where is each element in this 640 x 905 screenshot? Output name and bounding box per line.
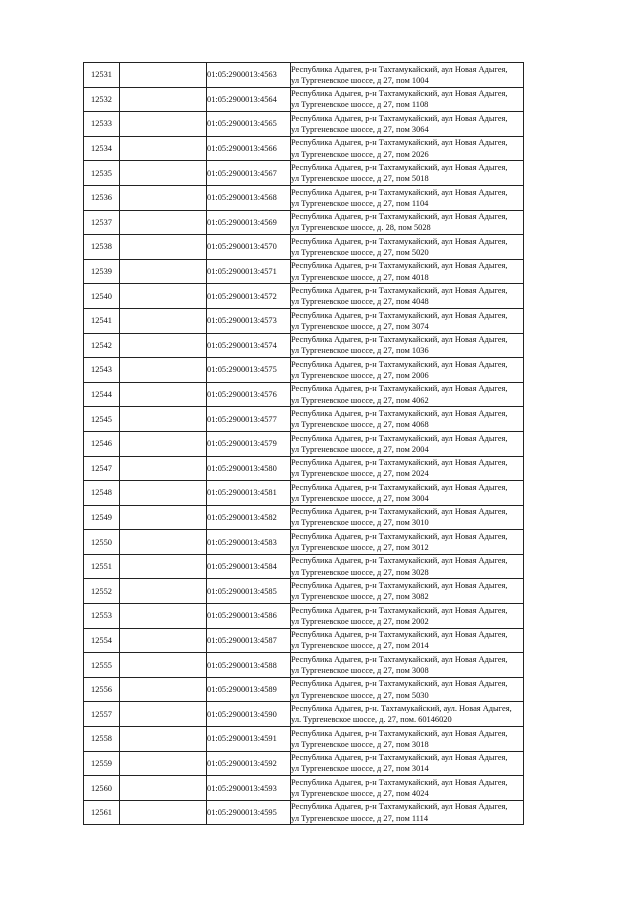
- address-cell: [291, 235, 524, 260]
- cadastral-number-cell: 01:05:2900013:4572: [207, 284, 291, 309]
- address-line-2: ул Тургеневское шоссе, д 27, пом 2006: [291, 370, 429, 380]
- empty-cell: [120, 185, 207, 210]
- table-row: [84, 579, 524, 604]
- cadastral-number-cell: 01:05:2900013:4575: [207, 358, 291, 383]
- address-line-1: Республика Адыгея, р-н Тахтамукайский, аул Новая Адыгея,: [291, 581, 508, 591]
- cadastral-number-cell: 01:05:2900013:4571: [207, 259, 291, 284]
- empty-cell: [120, 481, 207, 506]
- address-line-2: ул Тургеневское шоссе, д 27, пом 5030: [291, 690, 429, 700]
- address-line-2: ул Тургеневское шоссе, д 27, пом 3012: [291, 543, 429, 553]
- address-line-2: ул Тургеневское шоссе, д 27, пом 4068: [291, 420, 429, 430]
- row-number-cell: 12555: [84, 653, 120, 678]
- row-number-cell: 12541: [84, 308, 120, 333]
- row-number-cell: 12539: [84, 259, 120, 284]
- cadastral-number-cell: 01:05:2900013:4588: [207, 653, 291, 678]
- address-line-1: Республика Адыгея, р-н Тахтамукайский, аул Новая Адыгея,: [291, 335, 508, 345]
- cadastral-table: [83, 62, 524, 825]
- table-row: [84, 136, 524, 161]
- address-line-2: ул Тургеневское шоссе, д 27, пом 3014: [291, 764, 429, 774]
- address-line-2: ул Тургеневское шоссе, д 27, пом 1004: [291, 75, 429, 85]
- address-line-1: Республика Адыгея, р-н Тахтамукайский, аул Новая Адыгея,: [291, 64, 508, 74]
- address-cell: [291, 112, 524, 137]
- cadastral-number-cell: 01:05:2900013:4590: [207, 702, 291, 727]
- address-line-2: ул Тургеневское шоссе, д 27, пом 2004: [291, 444, 429, 454]
- address-cell: [291, 210, 524, 235]
- row-number-cell: 12534: [84, 136, 120, 161]
- row-number-cell: 12561: [84, 800, 120, 825]
- row-number-cell: 12533: [84, 112, 120, 137]
- empty-cell: [120, 776, 207, 801]
- empty-cell: [120, 358, 207, 383]
- empty-cell: [120, 530, 207, 555]
- cadastral-number-cell: 01:05:2900013:4583: [207, 530, 291, 555]
- table-row: [84, 235, 524, 260]
- empty-cell: [120, 333, 207, 358]
- row-number-cell: 12545: [84, 407, 120, 432]
- cadastral-number-cell: 01:05:2900013:4589: [207, 677, 291, 702]
- address-line-1: Республика Адыгея, р-н Тахтамукайский, аул Новая Адыгея,: [291, 433, 508, 443]
- cadastral-number-cell: 01:05:2900013:4585: [207, 579, 291, 604]
- address-line-2: ул Тургеневское шоссе, д. 28, пом 5028: [291, 223, 431, 233]
- cadastral-number-cell: 01:05:2900013:4586: [207, 604, 291, 629]
- address-line-2: ул Тургеневское шоссе, д 27, пом 1036: [291, 346, 429, 356]
- address-line-1: Республика Адыгея, р-н Тахтамукайский, аул Новая Адыгея,: [291, 162, 508, 172]
- address-cell: [291, 136, 524, 161]
- cadastral-number-cell: 01:05:2900013:4564: [207, 87, 291, 112]
- cadastral-number-cell: 01:05:2900013:4568: [207, 185, 291, 210]
- address-line-1: Республика Адыгея, р-н Тахтамукайский, аул Новая Адыгея,: [291, 212, 508, 222]
- address-line-1: Республика Адыгея, р-н Тахтамукайский, аул Новая Адыгея,: [291, 261, 508, 271]
- address-cell: [291, 358, 524, 383]
- table-row: [84, 554, 524, 579]
- address-line-1: Республика Адыгея, р-н Тахтамукайский, аул Новая Адыгея,: [291, 138, 508, 148]
- address-line-2: ул Тургеневское шоссе, д 27, пом 2024: [291, 469, 429, 479]
- address-line-1: Республика Адыгея, р-н Тахтамукайский, аул Новая Адыгея,: [291, 482, 508, 492]
- empty-cell: [120, 800, 207, 825]
- empty-cell: [120, 87, 207, 112]
- address-cell: [291, 87, 524, 112]
- address-cell: [291, 505, 524, 530]
- address-cell: [291, 481, 524, 506]
- empty-cell: [120, 505, 207, 530]
- cadastral-number-cell: 01:05:2900013:4570: [207, 235, 291, 260]
- table-row: [84, 776, 524, 801]
- empty-cell: [120, 136, 207, 161]
- address-cell: [291, 677, 524, 702]
- address-line-1: Республика Адыгея, р-н. Тахтамукайский, аул. Новая Адыгея,: [291, 704, 512, 714]
- address-line-1: Республика Адыгея, р-н Тахтамукайский, аул Новая Адыгея,: [291, 285, 508, 295]
- row-number-cell: 12544: [84, 382, 120, 407]
- table-row: [84, 358, 524, 383]
- row-number-cell: 12537: [84, 210, 120, 235]
- address-line-2: ул Тургеневское шоссе, д 27, пом 3074: [291, 321, 429, 331]
- cadastral-number-cell: 01:05:2900013:4579: [207, 431, 291, 456]
- address-line-1: Республика Адыгея, р-н Тахтамукайский, аул Новая Адыгея,: [291, 187, 508, 197]
- table-row: [84, 653, 524, 678]
- table-row: [84, 604, 524, 629]
- row-number-cell: 12548: [84, 481, 120, 506]
- cadastral-number-cell: 01:05:2900013:4593: [207, 776, 291, 801]
- row-number-cell: 12549: [84, 505, 120, 530]
- address-line-2: ул Тургеневское шоссе, д 27, пом 3028: [291, 567, 429, 577]
- cadastral-number-cell: 01:05:2900013:4574: [207, 333, 291, 358]
- cadastral-number-cell: 01:05:2900013:4591: [207, 727, 291, 752]
- empty-cell: [120, 210, 207, 235]
- cadastral-number-cell: 01:05:2900013:4582: [207, 505, 291, 530]
- address-line-2: ул Тургеневское шоссе, д 27, пом 1108: [291, 100, 429, 110]
- row-number-cell: 12550: [84, 530, 120, 555]
- row-number-cell: 12543: [84, 358, 120, 383]
- row-number-cell: 12559: [84, 751, 120, 776]
- row-number-cell: 12547: [84, 456, 120, 481]
- address-line-1: Республика Адыгея, р-н Тахтамукайский, аул Новая Адыгея,: [291, 728, 508, 738]
- address-cell: [291, 456, 524, 481]
- empty-cell: [120, 235, 207, 260]
- cadastral-number-cell: 01:05:2900013:4577: [207, 407, 291, 432]
- address-cell: [291, 800, 524, 825]
- address-line-2: ул Тургеневское шоссе, д 27, пом 3004: [291, 493, 429, 503]
- address-cell: [291, 530, 524, 555]
- empty-cell: [120, 308, 207, 333]
- address-line-2: ул Тургеневское шоссе, д 27, пом 5020: [291, 247, 429, 257]
- address-cell: [291, 63, 524, 88]
- empty-cell: [120, 579, 207, 604]
- cadastral-number-cell: 01:05:2900013:4581: [207, 481, 291, 506]
- address-cell: [291, 727, 524, 752]
- address-line-1: Республика Адыгея, р-н Тахтамукайский, аул Новая Адыгея,: [291, 679, 508, 689]
- address-line-2: ул Тургеневское шоссе, д 27, пом 3064: [291, 124, 429, 134]
- row-number-cell: 12536: [84, 185, 120, 210]
- row-number-cell: 12557: [84, 702, 120, 727]
- empty-cell: [120, 63, 207, 88]
- address-line-1: Республика Адыгея, р-н Тахтамукайский, аул Новая Адыгея,: [291, 408, 508, 418]
- table-row: [84, 505, 524, 530]
- address-line-2: ул. Тургеневское шоссе, д. 27, пом. 60146020: [291, 715, 452, 725]
- table-row: [84, 677, 524, 702]
- table-row: [84, 481, 524, 506]
- row-number-cell: 12535: [84, 161, 120, 186]
- row-number-cell: 12551: [84, 554, 120, 579]
- table-row: [84, 259, 524, 284]
- address-line-2: ул Тургеневское шоссе, д 27, пом 2014: [291, 641, 429, 651]
- address-line-1: Республика Адыгея, р-н Тахтамукайский, аул Новая Адыгея,: [291, 531, 508, 541]
- address-line-2: ул Тургеневское шоссе, д 27, пом 5018: [291, 174, 429, 184]
- row-number-cell: 12554: [84, 628, 120, 653]
- table-row: [84, 87, 524, 112]
- table-row: [84, 308, 524, 333]
- address-line-1: Республика Адыгея, р-н Тахтамукайский, аул Новая Адыгея,: [291, 89, 508, 99]
- empty-cell: [120, 161, 207, 186]
- cadastral-number-cell: 01:05:2900013:4569: [207, 210, 291, 235]
- address-line-1: Республика Адыгея, р-н Тахтамукайский, аул Новая Адыгея,: [291, 654, 508, 664]
- address-cell: [291, 702, 524, 727]
- cadastral-number-cell: 01:05:2900013:4565: [207, 112, 291, 137]
- address-cell: [291, 284, 524, 309]
- address-cell: [291, 259, 524, 284]
- empty-cell: [120, 259, 207, 284]
- address-line-2: ул Тургеневское шоссе, д 27, пом 3010: [291, 518, 429, 528]
- empty-cell: [120, 604, 207, 629]
- address-line-2: ул Тургеневское шоссе, д 27, пом 4062: [291, 395, 429, 405]
- table-row: [84, 185, 524, 210]
- row-number-cell: 12560: [84, 776, 120, 801]
- cadastral-number-cell: 01:05:2900013:4576: [207, 382, 291, 407]
- table-row: [84, 751, 524, 776]
- address-cell: [291, 161, 524, 186]
- row-number-cell: 12556: [84, 677, 120, 702]
- row-number-cell: 12540: [84, 284, 120, 309]
- table-row: [84, 628, 524, 653]
- address-line-1: Республика Адыгея, р-н Тахтамукайский, аул Новая Адыгея,: [291, 507, 508, 517]
- empty-cell: [120, 554, 207, 579]
- table-row: [84, 161, 524, 186]
- cadastral-number-cell: 01:05:2900013:4573: [207, 308, 291, 333]
- address-cell: [291, 185, 524, 210]
- address-cell: [291, 604, 524, 629]
- row-number-cell: 12558: [84, 727, 120, 752]
- address-line-1: Республика Адыгея, р-н Тахтамукайский, аул Новая Адыгея,: [291, 605, 508, 615]
- empty-cell: [120, 382, 207, 407]
- cadastral-number-cell: 01:05:2900013:4563: [207, 63, 291, 88]
- empty-cell: [120, 431, 207, 456]
- cadastral-number-cell: 01:05:2900013:4566: [207, 136, 291, 161]
- table-row: [84, 702, 524, 727]
- table-row: [84, 112, 524, 137]
- address-line-1: Республика Адыгея, р-н Тахтамукайский, аул Новая Адыгея,: [291, 458, 508, 468]
- cadastral-number-cell: 01:05:2900013:4595: [207, 800, 291, 825]
- empty-cell: [120, 677, 207, 702]
- row-number-cell: 12546: [84, 431, 120, 456]
- table-row: [84, 530, 524, 555]
- table-row: [84, 431, 524, 456]
- empty-cell: [120, 112, 207, 137]
- address-cell: [291, 431, 524, 456]
- address-line-2: ул Тургеневское шоссе, д 27, пом 3008: [291, 666, 429, 676]
- cadastral-number-cell: 01:05:2900013:4567: [207, 161, 291, 186]
- address-cell: [291, 333, 524, 358]
- row-number-cell: 12538: [84, 235, 120, 260]
- cadastral-number-cell: 01:05:2900013:4580: [207, 456, 291, 481]
- address-line-2: ул Тургеневское шоссе, д 27, пом 1104: [291, 198, 429, 208]
- address-line-1: Республика Адыгея, р-н Тахтамукайский, аул Новая Адыгея,: [291, 359, 508, 369]
- empty-cell: [120, 456, 207, 481]
- address-cell: [291, 579, 524, 604]
- address-cell: [291, 407, 524, 432]
- address-line-2: ул Тургеневское шоссе, д 27, пом 4048: [291, 297, 429, 307]
- address-line-1: Республика Адыгея, р-н Тахтамукайский, аул Новая Адыгея,: [291, 236, 508, 246]
- row-number-cell: 12532: [84, 87, 120, 112]
- row-number-cell: 12531: [84, 63, 120, 88]
- empty-cell: [120, 284, 207, 309]
- address-line-2: ул Тургеневское шоссе, д 27, пом 4018: [291, 272, 429, 282]
- empty-cell: [120, 751, 207, 776]
- address-line-2: ул Тургеневское шоссе, д 27, пом 3018: [291, 739, 429, 749]
- address-cell: [291, 751, 524, 776]
- table-row: [84, 456, 524, 481]
- table-row: [84, 382, 524, 407]
- address-cell: [291, 554, 524, 579]
- table-row: [84, 727, 524, 752]
- empty-cell: [120, 407, 207, 432]
- empty-cell: [120, 727, 207, 752]
- address-line-1: Республика Адыгея, р-н Тахтамукайский, аул Новая Адыгея,: [291, 384, 508, 394]
- address-cell: [291, 653, 524, 678]
- address-line-1: Республика Адыгея, р-н Тахтамукайский, аул Новая Адыгея,: [291, 630, 508, 640]
- empty-cell: [120, 653, 207, 678]
- address-line-2: ул Тургеневское шоссе, д 27, пом 2002: [291, 616, 429, 626]
- address-line-1: Республика Адыгея, р-н Тахтамукайский, аул Новая Адыгея,: [291, 802, 508, 812]
- empty-cell: [120, 628, 207, 653]
- address-cell: [291, 776, 524, 801]
- address-line-2: ул Тургеневское шоссе, д 27, пом 1114: [291, 813, 429, 823]
- address-cell: [291, 308, 524, 333]
- cadastral-number-cell: 01:05:2900013:4584: [207, 554, 291, 579]
- address-line-2: ул Тургеневское шоссе, д 27, пом 2026: [291, 149, 429, 159]
- table-row: [84, 284, 524, 309]
- row-number-cell: 12542: [84, 333, 120, 358]
- address-line-1: Республика Адыгея, р-н Тахтамукайский, аул Новая Адыгея,: [291, 310, 508, 320]
- table-row: [84, 407, 524, 432]
- table-row: [84, 800, 524, 825]
- address-line-1: Республика Адыгея, р-н Тахтамукайский, аул Новая Адыгея,: [291, 753, 508, 763]
- address-line-2: ул Тургеневское шоссе, д 27, пом 4024: [291, 789, 429, 799]
- address-cell: [291, 382, 524, 407]
- cadastral-number-cell: 01:05:2900013:4587: [207, 628, 291, 653]
- row-number-cell: 12552: [84, 579, 120, 604]
- address-line-1: Республика Адыгея, р-н Тахтамукайский, аул Новая Адыгея,: [291, 113, 508, 123]
- cadastral-number-cell: 01:05:2900013:4592: [207, 751, 291, 776]
- cadastral-table-body: [84, 63, 524, 825]
- table-row: [84, 333, 524, 358]
- address-line-1: Республика Адыгея, р-н Тахтамукайский, аул Новая Адыгея,: [291, 556, 508, 566]
- table-row: [84, 63, 524, 88]
- address-line-1: Республика Адыгея, р-н Тахтамукайский, аул Новая Адыгея,: [291, 777, 508, 787]
- address-line-2: ул Тургеневское шоссе, д 27, пом 3082: [291, 592, 429, 602]
- address-cell: [291, 628, 524, 653]
- table-row: [84, 210, 524, 235]
- row-number-cell: 12553: [84, 604, 120, 629]
- empty-cell: [120, 702, 207, 727]
